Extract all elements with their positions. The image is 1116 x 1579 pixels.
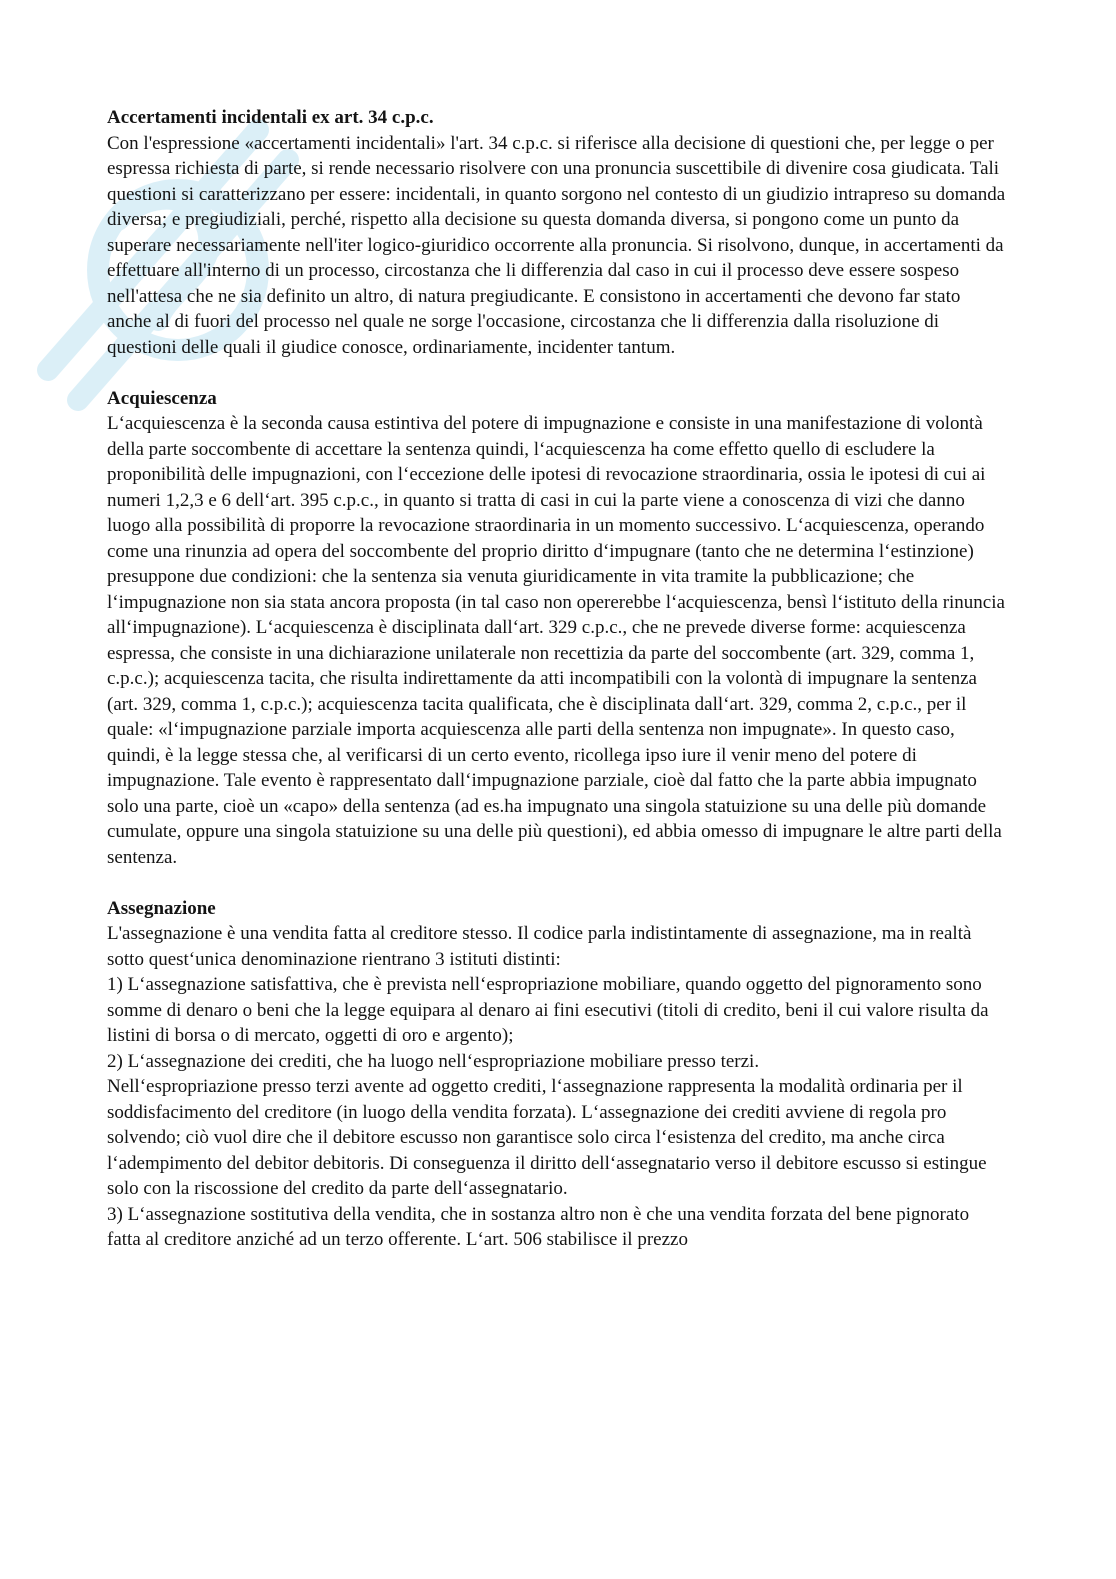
- section-paragraph: L'assegnazione è una vendita fatta al creditore stesso. Il codice parla indistintamente di assegnazione, ma in realtà sotto quest‘unica denominazione rientrano 3 istituti distinti:: [107, 923, 972, 970]
- section-paragraph: Nell‘espropriazione presso terzi avente ad oggetto crediti, l‘assegnazione rappresenta la modalità ordinaria per il soddisfacimento del creditore (in luogo della vendita forzata). L‘assegnazione dei crediti avviene di regola pro solvendo; ciò vuol dire che il debitore escusso non garantisce solo circa l‘esistenza del credito, ma anche circa l‘adempimento del debitor debitoris. Di conseguenza il diritto dell‘assegnatario verso il debitore escusso si estingue solo con la riscossione del credito da parte dell‘assegnatario.: [107, 1076, 987, 1199]
- section-assegnazione: [107, 896, 1007, 1253]
- section-accertamenti-incidentali: [107, 105, 1007, 360]
- list-item-assegnazione-sostitutiva: 3) L‘assegnazione sostitutiva della vendita, che in sostanza altro non è che una vendita forzata del bene pignorato fatta al creditore anziché ad un terzo offerente. L‘art. 506 stabilisce il prezzo: [107, 1203, 970, 1250]
- section-paragraph: L‘acquiescenza è la seconda causa estintiva del potere di impugnazione e consiste in una manifestazione di volontà della parte soccombente di accettare la sentenza quindi, l‘acquiescenza ha come effetto quello di escludere la proponibilità delle impugnazioni, con l‘eccezione delle ipotesi di revocazione straordinaria, ossia le ipotesi di cui ai numeri 1,2,3 e 6 dell‘art. 395 c.p.c., in quanto si tratta di casi in cui la parte viene a conoscenza di vizi che danno luogo alla possibilità di proporre la revocazione straordinaria in un momento successivo. L‘acquiescenza, operando come una rinunzia ad opera del soccombente del proprio diritto d‘impugnare (tanto che ne determina l‘estinzione) presuppone due condizioni: che la sentenza sia venuta giuridicamente in vita tramite la pubblicazione; che l‘impugnazione non sia stata ancora proposta (in tal caso non opererebbe l‘acquiescenza, bensì l‘istituto della rinuncia all‘impugnazione). L‘acquiescenza è disciplinata dall‘art. 329 c.p.c., che ne prevede diverse forme: acquiescenza espressa, che consiste in una dichiarazione unilaterale non recettizia da parte del soccombente (art. 329, comma 1, c.p.c.); acquiescenza tacita, che risulta indirettamente da atti incompatibili con la volontà di impugnare la sentenza (art. 329, comma 1, c.p.c.); acquiescenza tacita qualificata, che è disciplinata dall‘art. 329, comma 2, c.p.c., per il quale: «l‘impugnazione parziale importa acquiescenza alle parti della sentenza non impugnate». In questo caso, quindi, è la legge stessa che, al verificarsi di un certo evento, ricollega ipso iure il venir meno del potere di impugnazione. Tale evento è rappresentato dall‘impugnazione parziale, cioè dal fatto che la parte abbia impugnato solo una parte, cioè un «capo» della sentenza (ad es.ha impugnato una singola statuizione su una delle più domande cumulate, oppure una singola statuizione su una delle più questioni), ed abbia omesso di impugnare le altre parti della sentenza.: [107, 413, 1005, 868]
- section-heading: Assegnazione: [107, 897, 216, 919]
- section-acquiescenza: [107, 386, 1007, 871]
- list-item-assegnazione-crediti: 2) L‘assegnazione dei crediti, che ha luogo nell‘espropriazione mobiliare presso terzi.: [107, 1050, 760, 1072]
- document-page: [107, 105, 1007, 1278]
- section-heading: Accertamenti incidentali ex art. 34 c.p.c.: [107, 107, 434, 128]
- section-paragraph: Con l'espressione «accertamenti incidentali» l'art. 34 c.p.c. si riferisce alla decisione di questioni che, per legge o per espressa richiesta di parte, si rende necessario risolvere con una pronuncia suscettibile di divenire cosa giudicata. Tali questioni si caratterizzano per essere: incidentali, in quanto sorgono nel contesto di un giudizio intrapreso su domanda diversa; e pregiudiziali, perché, rispetto alla decisione su questa domanda diversa, si pongono come un punto da superare necessariamente nell'iter logico-giuridico occorrente alla pronuncia. Si risolvono, dunque, in accertamenti da effettuare all'interno di un processo, circostanza che li differenzia dal caso in cui il processo deve essere sospeso nell'attesa che ne sia definito un altro, di natura pregiudicante. E consistono in accertamenti che devono far stato anche al di fuori del processo nel quale ne sorge l'occasione, circostanza che li differenzia dalla risoluzione di questioni delle quali il giudice conosce, ordinariamente, incidenter tantum.: [107, 132, 1006, 358]
- list-item-assegnazione-satisfattiva: 1) L‘assegnazione satisfattiva, che è prevista nell‘espropriazione mobiliare, quando oggetto del pignoramento sono somme di denaro o beni che la legge equipara al denaro ai fini esecutivi (titoli di credito, beni il cui valore risulta da listini di borsa o di mercato, oggetti di oro e argento);: [107, 974, 989, 1046]
- section-heading: Acquiescenza: [107, 387, 217, 409]
